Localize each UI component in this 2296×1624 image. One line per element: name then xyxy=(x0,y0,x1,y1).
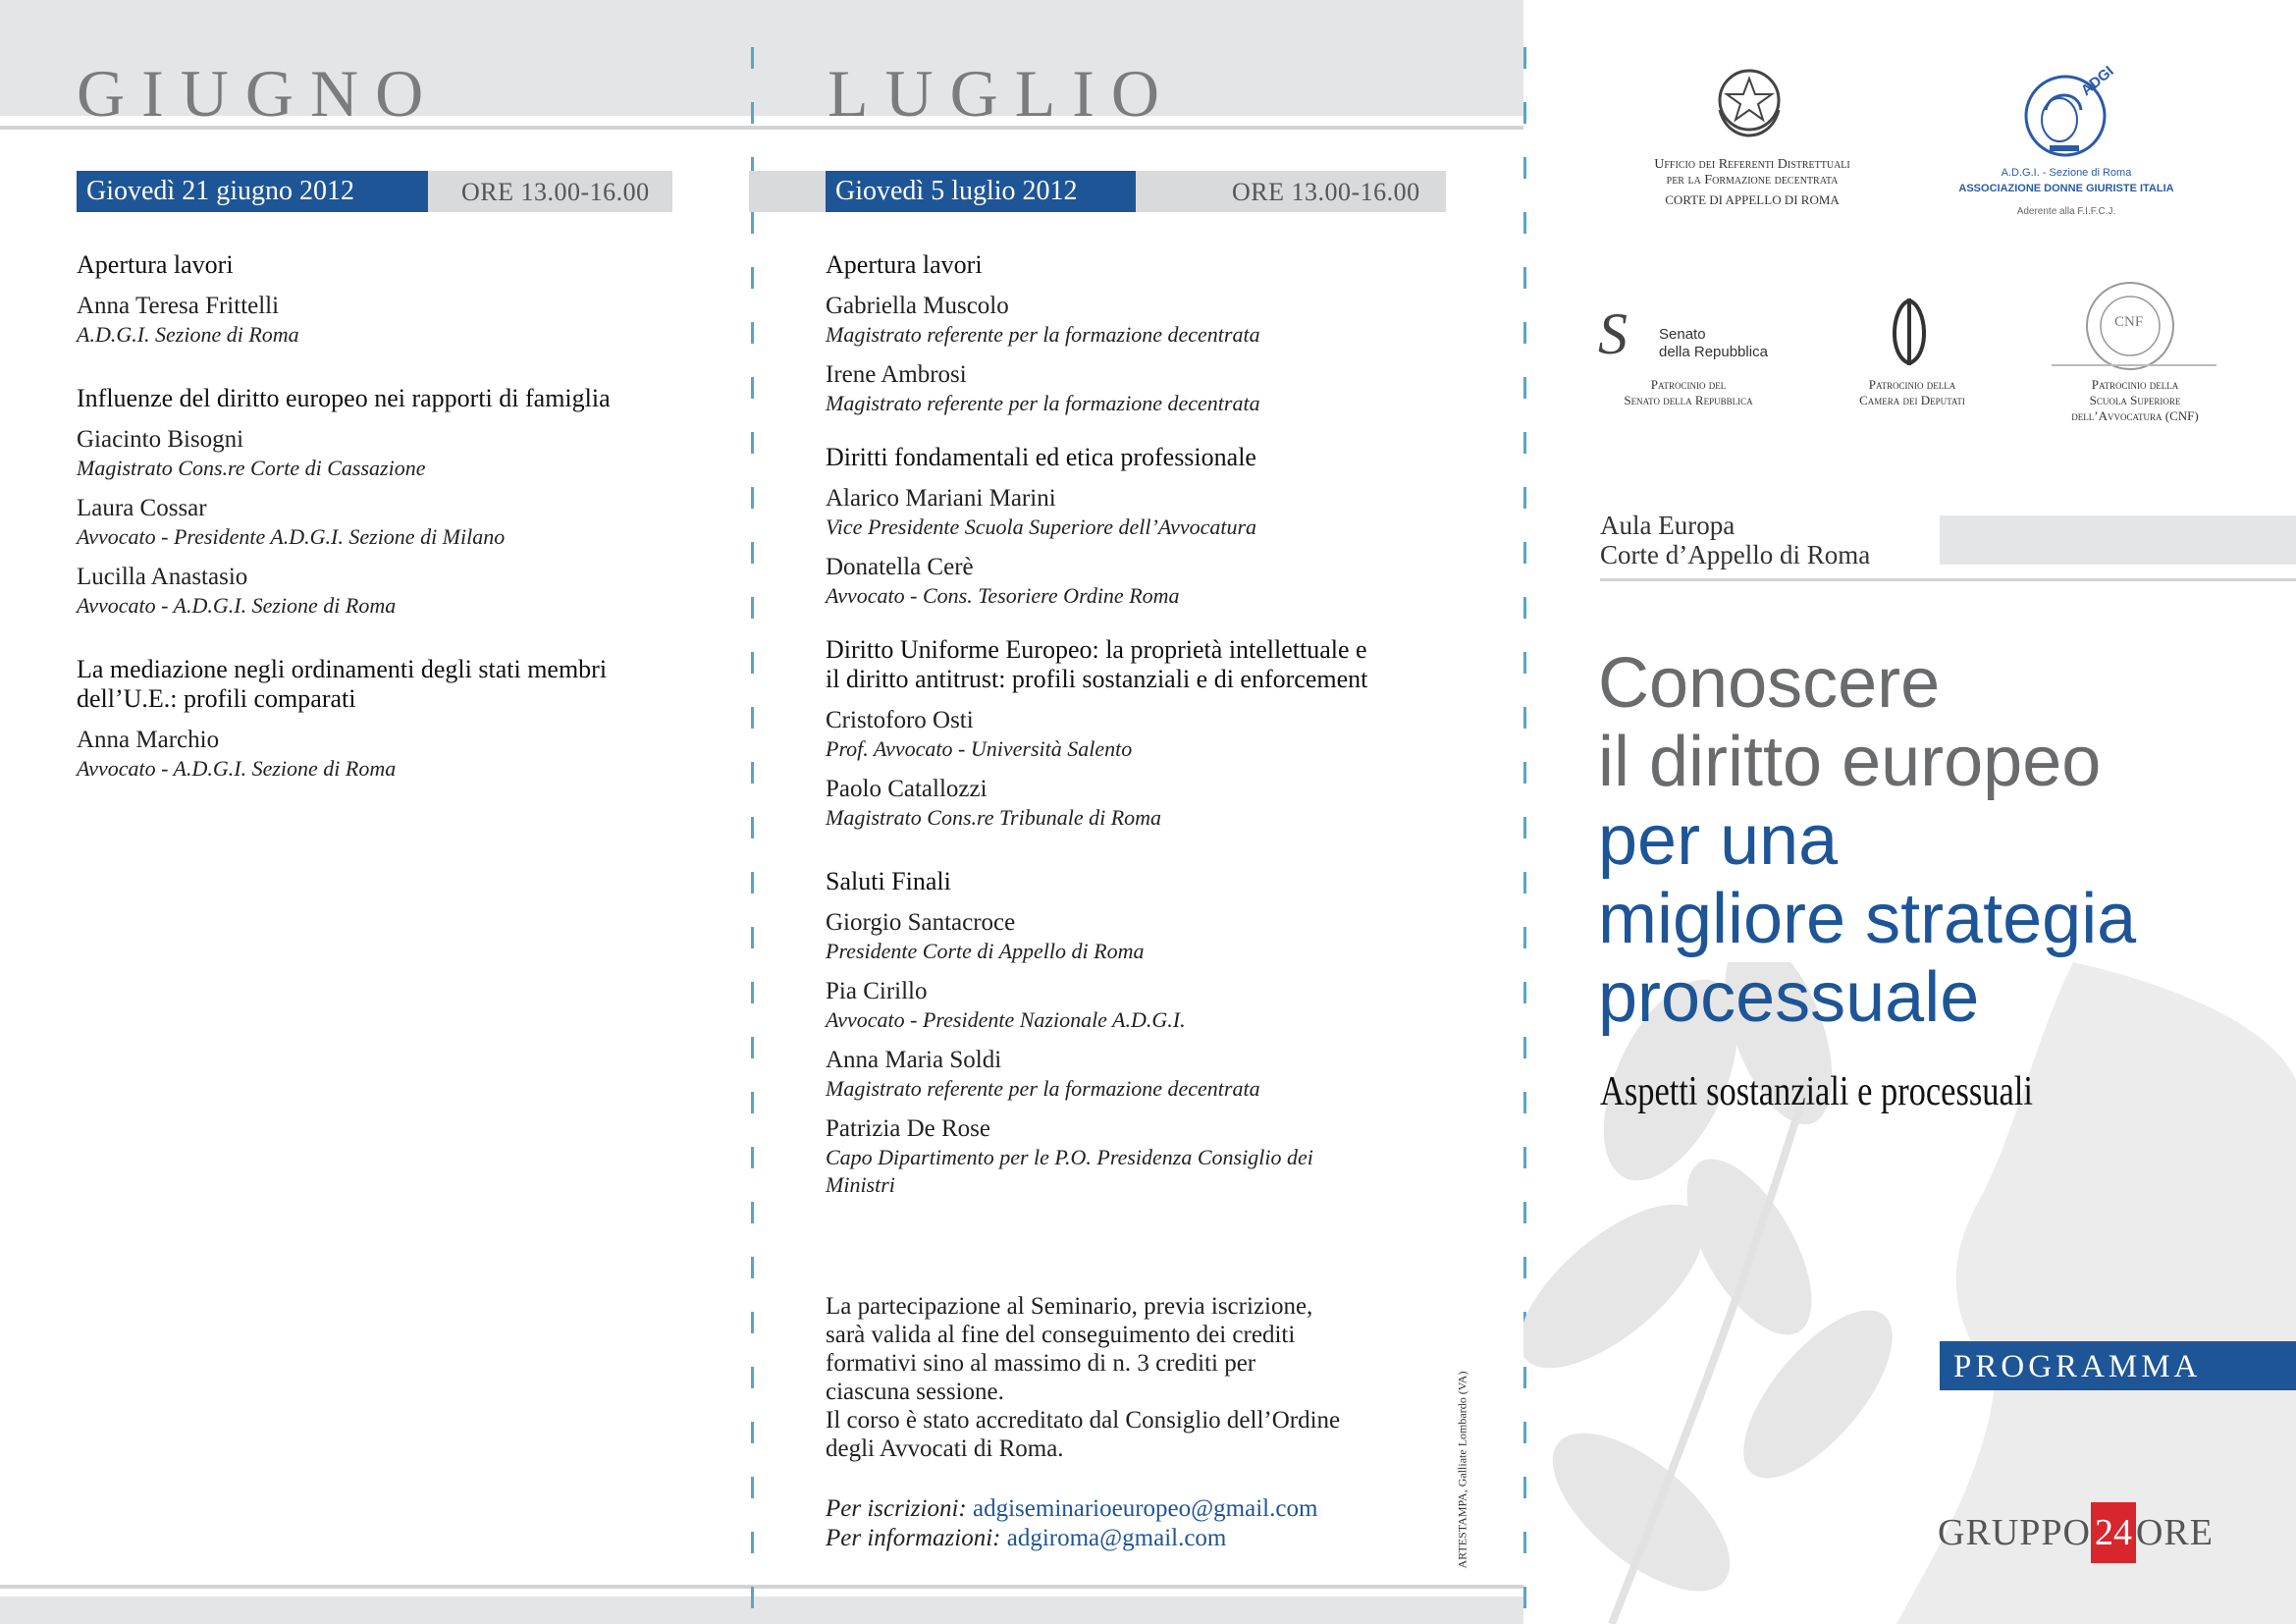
fold-mark xyxy=(751,1532,754,1553)
bottom-rule xyxy=(0,1585,1523,1589)
month-heading-july: LUGLIO xyxy=(828,56,1177,131)
fold-mark xyxy=(751,652,754,674)
fold-mark xyxy=(751,212,754,234)
speaker-role: A.D.G.I. Sezione di Roma xyxy=(77,322,299,347)
logo-caption-adgi xyxy=(1944,165,2189,220)
fold-mark xyxy=(751,1092,754,1113)
adgi-badge-text: ADGI xyxy=(2077,62,2117,100)
speaker-role: Magistrato Cons.re Tribunale di Roma xyxy=(826,805,1162,830)
fold-mark xyxy=(751,1587,754,1608)
fold-mark xyxy=(1523,377,1526,399)
caption-line: A.D.G.I. - Sezione di Roma xyxy=(2001,167,2132,179)
fold-mark xyxy=(1523,157,1526,179)
speaker-name: Patrizia De Rose xyxy=(826,1115,991,1142)
section-title: Apertura lavori xyxy=(826,250,983,279)
speaker-role: Magistrato referente per la formazione decentrata xyxy=(826,322,1260,347)
speaker-name: Pia Cirillo xyxy=(826,978,928,1004)
speaker-role: Avvocato - Presidente A.D.G.I. Sezione di Milano xyxy=(77,524,506,549)
section-title: La mediazione negli ordinamenti degli stati membri dell’U.E.: profili comparati xyxy=(77,655,608,713)
note-line: formativi sino al massimo di n. 3 crediti per xyxy=(826,1350,1256,1377)
fold-mark xyxy=(1523,927,1526,948)
section-title: Saluti Finali xyxy=(826,867,951,895)
fold-mark xyxy=(751,817,754,839)
note-line: sarà valida al fine del conseguimento dei crediti xyxy=(826,1322,1296,1348)
patrocinio-camera xyxy=(1814,377,2010,408)
fold-mark xyxy=(751,542,754,564)
venue-rule xyxy=(1600,578,2296,581)
fold-mark xyxy=(1523,872,1526,893)
speaker-role: Avvocato - Cons. Tesoriere Ordine Roma xyxy=(826,583,1180,608)
contact-label: Per iscrizioni: xyxy=(826,1495,967,1522)
title-line: processuale xyxy=(1598,958,1980,1037)
event-subtitle: Aspetti sostanziali e processuali xyxy=(1600,1069,2033,1114)
fold-mark xyxy=(1523,762,1526,784)
date-bar-june xyxy=(77,171,672,212)
accreditation-note xyxy=(826,1292,1454,1553)
speaker-name: Gabriella Muscolo xyxy=(826,293,1009,319)
logo-caption-corte xyxy=(1610,157,1895,208)
italian-emblem-logo xyxy=(1710,61,1789,139)
fold-mark xyxy=(1523,212,1526,234)
fold-mark xyxy=(1523,487,1526,509)
fold-mark xyxy=(751,377,754,399)
fold-mark xyxy=(1523,707,1526,729)
fold-mark xyxy=(1523,322,1526,344)
programma-label: PROGRAMMA xyxy=(1940,1341,2296,1390)
speaker-name: Anna Marchio xyxy=(77,727,220,753)
speaker-name: Anna Maria Soldi xyxy=(826,1047,1002,1073)
event-title xyxy=(1598,644,2285,1037)
senato-logo-text: della Repubblica xyxy=(1659,344,1768,360)
fold-mark xyxy=(751,1147,754,1168)
fold-mark xyxy=(751,102,754,124)
fold-mark xyxy=(1523,432,1526,454)
fold-mark xyxy=(751,487,754,509)
registration-email-link[interactable]: adgiseminarioeuropeo@gmail.com xyxy=(973,1495,1318,1522)
venue-line: Corte d’Appello di Roma xyxy=(1600,540,1871,569)
time-label-june: ORE 13.00-16.00 xyxy=(461,178,650,206)
contact-label: Per informazioni: xyxy=(826,1525,1001,1551)
fold-mark xyxy=(751,982,754,1003)
fold-mark xyxy=(1523,597,1526,619)
fold-mark xyxy=(751,432,754,454)
section-title: Apertura lavori xyxy=(77,250,234,279)
senato-logo xyxy=(1598,302,1804,367)
speaker-role: Avvocato - Presidente Nazionale A.D.G.I. xyxy=(826,1007,1186,1032)
speaker-role: Capo Dipartimento per le P.O. Presidenza Consiglio dei Ministri xyxy=(826,1145,1313,1197)
speaker-role: Avvocato - A.D.G.I. Sezione di Roma xyxy=(77,593,397,618)
fold-mark xyxy=(1523,817,1526,839)
cnf-seal-text: CNF xyxy=(2114,314,2144,330)
speaker-role: Presidente Corte di Appello di Roma xyxy=(826,939,1145,963)
speaker-name: Laura Cossar xyxy=(77,495,207,521)
speaker-name: Paolo Catallozzi xyxy=(826,776,988,802)
speaker-name: Giacinto Bisogni xyxy=(77,426,244,453)
caption-line: Patrocinio della xyxy=(1868,377,1956,392)
speaker-role: Magistrato referente per la formazione decentrata xyxy=(826,391,1260,415)
caption-line: Ufficio dei Referenti Distrettuali xyxy=(1654,157,1850,172)
info-email-link[interactable]: adgiroma@gmail.com xyxy=(1006,1525,1227,1551)
fold-mark xyxy=(751,1367,754,1388)
date-bar-july xyxy=(749,171,1446,212)
fold-mark xyxy=(751,1257,754,1278)
printer-credit: ARTESTAMPA, Galliate Lombardo (VA) xyxy=(1455,1371,1469,1569)
title-line: migliore strategia xyxy=(1598,880,2137,958)
camera-deputati-logo xyxy=(1880,297,1939,367)
fold-mark xyxy=(751,762,754,784)
caption-line: Patrocinio del xyxy=(1650,377,1727,392)
fold-mark xyxy=(751,1202,754,1223)
patrocinio-cnf xyxy=(2037,377,2233,424)
venue-line: Aula Europa xyxy=(1600,511,1735,540)
speaker-name: Lucilla Anastasio xyxy=(77,564,248,590)
speaker-name: Alarico Mariani Marini xyxy=(826,485,1056,512)
speaker-role: Magistrato Cons.re Corte di Cassazione xyxy=(77,456,426,480)
venue xyxy=(1600,511,1870,569)
fold-mark xyxy=(751,322,754,344)
speaker-name: Donatella Cerè xyxy=(826,554,974,580)
fold-mark xyxy=(751,872,754,893)
fold-mark xyxy=(751,267,754,289)
caption-line: Senato della Repubblica xyxy=(1624,393,1753,407)
fold-mark xyxy=(751,1477,754,1498)
time-label-july: ORE 13.00-16.00 xyxy=(1232,178,1420,206)
fold-mark xyxy=(1523,267,1526,289)
caption-line: ASSOCIAZIONE DONNE GIURISTE ITALIA xyxy=(1958,183,2174,194)
fold-mark xyxy=(751,1037,754,1058)
speaker-name: Irene Ambrosi xyxy=(826,361,967,388)
fold-mark xyxy=(751,707,754,729)
fold-mark xyxy=(751,927,754,948)
caption-line: CORTE DI APPELLO DI ROMA xyxy=(1665,192,1840,207)
caption-line: per la Formazione decentrata xyxy=(1666,173,1839,188)
section-title: Diritti fondamentali ed etica professionale xyxy=(826,443,1256,471)
senato-logo-text: Senato xyxy=(1659,326,1706,343)
speaker-name: Cristoforo Osti xyxy=(826,707,974,733)
title-line: Conoscere xyxy=(1598,644,1941,723)
contact-registration xyxy=(826,1494,1454,1524)
venue-bar xyxy=(1940,515,2296,565)
note-line: degli Avvocati di Roma. xyxy=(826,1435,1064,1462)
fold-mark xyxy=(1523,652,1526,674)
caption-line: Patrocinio della xyxy=(2091,377,2179,392)
fold-mark xyxy=(751,1422,754,1443)
contact-info xyxy=(826,1524,1454,1553)
bottom-band xyxy=(0,1597,1523,1624)
title-line: per una xyxy=(1598,801,1839,880)
note-line: ciascuna sessione. xyxy=(826,1379,1004,1405)
programme-july xyxy=(826,250,1454,1199)
date-label-june: Giovedì 21 giugno 2012 xyxy=(77,171,428,212)
caption-line: dell’Avvocatura (CNF) xyxy=(2071,408,2199,423)
speaker-role: Avvocato - A.D.G.I. Sezione di Roma xyxy=(77,756,397,781)
publisher-text: GRUPPO xyxy=(1938,1512,2091,1553)
fold-mark xyxy=(1523,47,1526,69)
note-line: Il corso è stato accreditato dal Consiglio dell’Ordine xyxy=(826,1407,1341,1434)
caption-line: Scuola Superiore xyxy=(2089,393,2181,407)
cnf-underline xyxy=(2052,364,2216,366)
section-title: Diritto Uniforme Europeo: la proprietà intellettuale e il diritto antitrust: profili sostanziali e di enforcement xyxy=(826,635,1368,693)
programme-june xyxy=(77,250,666,783)
note-line: La partecipazione al Seminario, previa iscrizione, xyxy=(826,1293,1313,1320)
speaker-name: Giorgio Santacroce xyxy=(826,909,1016,936)
gruppo24ore-logo xyxy=(1938,1502,2214,1561)
speaker-role: Vice Presidente Scuola Superiore dell’Avvocatura xyxy=(826,514,1257,539)
fold-mark xyxy=(1523,542,1526,564)
month-heading-june: GIUGNO xyxy=(77,56,441,131)
speaker-role: Magistrato referente per la formazione decentrata xyxy=(826,1076,1260,1101)
date-label-july: Giovedì 5 luglio 2012 xyxy=(826,171,1136,212)
title-line: il diritto europeo xyxy=(1598,723,2102,801)
caption-line: Aderente alla F.I.F.C.J. xyxy=(2016,206,2116,217)
senato-s-icon: S xyxy=(1598,301,1628,366)
speaker-name: Anna Teresa Frittelli xyxy=(77,293,280,319)
patrocinio-senato xyxy=(1590,377,1787,408)
publisher-badge: 24 xyxy=(2091,1502,2136,1563)
fold-mark xyxy=(751,597,754,619)
publisher-text: ORE xyxy=(2135,1512,2214,1553)
caption-line: Camera dei Deputati xyxy=(1859,393,1965,407)
fold-mark xyxy=(751,47,754,69)
speaker-role: Prof. Avvocato - Università Salento xyxy=(826,736,1133,761)
section-title: Influenze del diritto europeo nei rapporti di famiglia xyxy=(77,384,611,412)
fold-mark xyxy=(1523,102,1526,124)
fold-mark xyxy=(751,1312,754,1333)
